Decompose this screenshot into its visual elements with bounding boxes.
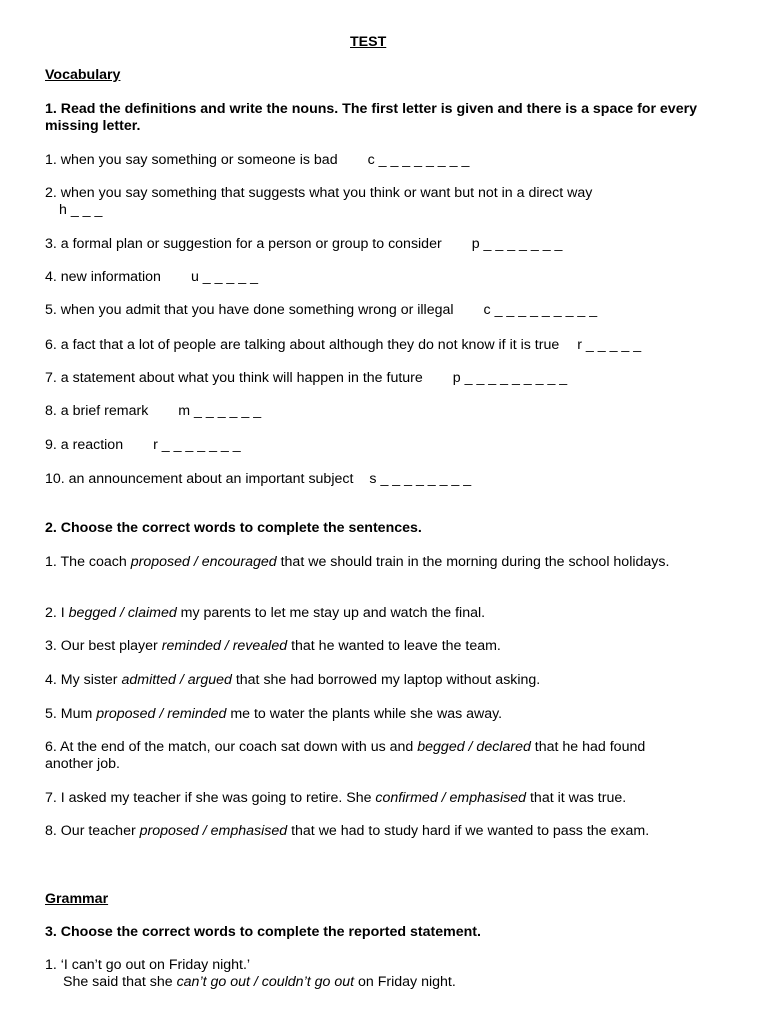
- list-item: [45, 370, 567, 387]
- sentence-start: 4. My sister: [45, 672, 122, 688]
- sentence-start: 1. The coach: [45, 554, 131, 570]
- list-item: [45, 302, 597, 319]
- definition: 6. a fact that a lot of people are talking about although they do not know if it is true: [45, 337, 560, 353]
- definition: 4. new information: [45, 269, 161, 285]
- list-item: [45, 706, 685, 723]
- sentence-start: 2. I: [45, 605, 69, 621]
- list-item: [45, 823, 685, 840]
- sentence-end: that he wanted to leave the team.: [287, 638, 501, 654]
- answer-blank: p _ _ _ _ _ _ _ _ _: [452, 370, 568, 386]
- answer-blank: u _ _ _ _ _: [190, 269, 258, 285]
- sentence-end: that we should train in the morning during the school holidays.: [276, 554, 670, 570]
- word-choice: reminded / revealed: [161, 638, 288, 654]
- list-item: [63, 974, 456, 991]
- word-choice: proposed / emphasised: [139, 823, 288, 839]
- definition: 2. when you say something that suggests what you think or want but not in a direct way: [45, 185, 593, 201]
- sentence-start: 7. I asked my teacher if she was going to retire. She: [45, 790, 376, 806]
- list-item: [45, 605, 685, 622]
- word-choice: admitted / argued: [121, 672, 232, 688]
- sentence-start: 6. At the end of the match, our coach sat down with us and: [45, 739, 418, 755]
- list-item: [45, 337, 641, 354]
- sentence-end: me to water the plants while she was away.: [226, 706, 503, 722]
- definition: 9. a reaction: [45, 437, 124, 453]
- list-item: [45, 672, 685, 689]
- exercise-2-instruction: 2. Choose the correct words to complete the sentences.: [45, 520, 422, 536]
- definition: 5. when you admit that you have done something wrong or illegal: [45, 302, 454, 318]
- answer-blank: h _ _ _: [59, 202, 103, 218]
- sentence-end: that it was true.: [526, 790, 627, 806]
- page-title: TEST: [350, 34, 387, 50]
- sentence-start: 5. Mum: [45, 706, 97, 722]
- list-item: [45, 638, 685, 655]
- definition: 10. an announcement about an important subject: [45, 471, 354, 487]
- word-choice: proposed / encouraged: [130, 554, 277, 570]
- exercise-1-instruction: 1. Read the definitions and write the nouns. The first letter is given and there is a space for every missing letter.: [45, 101, 698, 134]
- sentence-end: that we had to study hard if we wanted to pass the exam.: [287, 823, 650, 839]
- sentence-end: that he had found another job.: [45, 739, 646, 772]
- word-choice: confirmed / emphasised: [375, 790, 527, 806]
- sentence-end: that she had borrowed my laptop without asking.: [231, 672, 541, 688]
- word-choice: can’t go out / couldn’t go out: [176, 974, 355, 990]
- answer-blank: r _ _ _ _ _: [577, 337, 642, 353]
- list-item: [45, 403, 261, 420]
- definition: 1. when you say something or someone is bad: [45, 152, 338, 168]
- sentence-end: my parents to let me stay up and watch the final.: [176, 605, 486, 621]
- sentence-start: 8. Our teacher: [45, 823, 140, 839]
- answer-blank: m _ _ _ _ _ _: [178, 403, 262, 419]
- list-item: [45, 437, 241, 454]
- sentence-start: 3. Our best player: [45, 638, 162, 654]
- vocabulary-heading: Vocabulary: [45, 67, 121, 83]
- exercise-3-instruction: 3. Choose the correct words to complete the reported statement.: [45, 924, 481, 940]
- sentence-start: She said that she: [63, 974, 177, 990]
- word-choice: begged / declared: [417, 739, 531, 755]
- answer-blank: s _ _ _ _ _ _ _ _: [369, 471, 472, 487]
- definition: 7. a statement about what you think will happen in the future: [45, 370, 423, 386]
- list-item: [45, 790, 685, 807]
- list-item: [45, 236, 562, 253]
- list-item: [45, 471, 471, 488]
- answer-blank: p _ _ _ _ _ _ _: [471, 236, 563, 252]
- definition: 3. a formal plan or suggestion for a person or group to consider: [45, 236, 442, 252]
- list-item: [45, 185, 592, 202]
- quote-line: 1. ‘I can’t go out on Friday night.’: [45, 957, 251, 973]
- sentence-end: on Friday night.: [354, 974, 456, 990]
- grammar-heading: Grammar: [45, 891, 109, 907]
- answer-blank: c _ _ _ _ _ _ _ _ _: [483, 302, 598, 318]
- list-item: [45, 739, 685, 773]
- list-item: [45, 152, 469, 169]
- definition: 8. a brief remark: [45, 403, 149, 419]
- list-item: [45, 269, 258, 286]
- word-choice: proposed / reminded: [96, 706, 227, 722]
- answer-blank: c _ _ _ _ _ _ _ _: [367, 152, 470, 168]
- answer-blank: r _ _ _ _ _ _ _: [153, 437, 241, 453]
- list-item: [45, 554, 685, 571]
- word-choice: begged / claimed: [68, 605, 177, 621]
